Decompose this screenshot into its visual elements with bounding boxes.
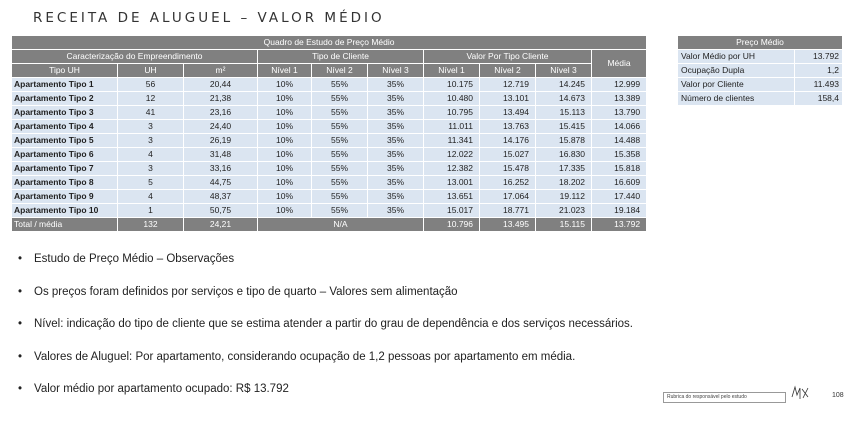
cell-n3: 35% (368, 78, 424, 92)
table-row (12, 92, 647, 106)
table-row (12, 190, 647, 204)
cell-n1: 10% (258, 204, 312, 218)
group-header-valor-tipo: Valor Por Tipo Cliente (424, 50, 592, 64)
table-row (12, 134, 647, 148)
cell-v2: 13.763 (480, 120, 536, 134)
cell-m2: 48,37 (184, 190, 258, 204)
cell-v1: 10.480 (424, 92, 480, 106)
table-row (12, 204, 647, 218)
cell-n1: 10% (258, 162, 312, 176)
cell-n3: 35% (368, 148, 424, 162)
bullet-text: Valores de Aluguel: Por apartamento, considerando ocupação de 1,2 pessoas por apartamento em média. (34, 350, 576, 363)
cell-n2: 55% (312, 176, 368, 190)
group-header-media: Média (592, 50, 647, 78)
cell-n1: 10% (258, 148, 312, 162)
cell-v3: 14.245 (536, 78, 592, 92)
cell-v1: 13.001 (424, 176, 480, 190)
cell-tipo: Apartamento Tipo 3 (12, 106, 118, 120)
cell-tipo: Apartamento Tipo 7 (12, 162, 118, 176)
cell-v3: 16.830 (536, 148, 592, 162)
table-row (12, 106, 647, 120)
cell-tipo: Apartamento Tipo 6 (12, 148, 118, 162)
observations-list (18, 253, 633, 416)
total-m2: 24,21 (184, 218, 258, 232)
cell-tipo: Apartamento Tipo 2 (12, 92, 118, 106)
cell-n3: 35% (368, 134, 424, 148)
cell-uh: 12 (118, 92, 184, 106)
bullet-icon: • (18, 253, 23, 265)
total-media: 13.792 (592, 218, 647, 232)
cell-uh: 4 (118, 148, 184, 162)
cell-n1: 10% (258, 176, 312, 190)
cell-uh: 3 (118, 120, 184, 134)
column-header: Nível 2 (480, 64, 536, 78)
bullet-item (18, 286, 633, 319)
cell-v1: 13.651 (424, 190, 480, 204)
cell-n3: 35% (368, 92, 424, 106)
cell-n2: 55% (312, 106, 368, 120)
cell-n3: 35% (368, 190, 424, 204)
cell-media: 14.066 (592, 120, 647, 134)
cell-n3: 35% (368, 204, 424, 218)
cell-v3: 18.202 (536, 176, 592, 190)
table-row (12, 120, 647, 134)
cell-m2: 44,75 (184, 176, 258, 190)
cell-v3: 17.335 (536, 162, 592, 176)
cell-media: 12.999 (592, 78, 647, 92)
total-v2: 13.495 (480, 218, 536, 232)
cell-v3: 15.113 (536, 106, 592, 120)
side-value: 158,4 (795, 92, 843, 106)
bullet-item (18, 253, 633, 286)
table-row (12, 148, 647, 162)
cell-m2: 23,16 (184, 106, 258, 120)
cell-v2: 13.101 (480, 92, 536, 106)
side-value: 1,2 (795, 64, 843, 78)
cell-uh: 3 (118, 162, 184, 176)
cell-n3: 35% (368, 162, 424, 176)
cell-n1: 10% (258, 190, 312, 204)
bullet-item (18, 383, 633, 416)
cell-v3: 21.023 (536, 204, 592, 218)
bullet-icon: • (18, 350, 23, 363)
cell-m2: 26,19 (184, 134, 258, 148)
table-row (12, 176, 647, 190)
page-number: 108 (832, 392, 844, 399)
cell-uh: 5 (118, 176, 184, 190)
cell-v1: 11.341 (424, 134, 480, 148)
bullet-text: Nível: indicação do tipo de cliente que se estima atender a partir do grau de dependência e dos serviços necessários. (34, 318, 633, 330)
cell-m2: 33,16 (184, 162, 258, 176)
cell-n1: 10% (258, 106, 312, 120)
cell-n2: 55% (312, 134, 368, 148)
cell-m2: 50,75 (184, 204, 258, 218)
cell-v1: 11.011 (424, 120, 480, 134)
cell-v2: 12.719 (480, 78, 536, 92)
cell-v1: 10.795 (424, 106, 480, 120)
bullet-icon: • (18, 318, 23, 330)
cell-n2: 55% (312, 78, 368, 92)
table-title: Quadro de Estudo de Preço Médio (12, 36, 647, 50)
cell-n1: 10% (258, 78, 312, 92)
total-na: N/A (258, 218, 424, 232)
cell-v3: 14.673 (536, 92, 592, 106)
bullet-text: Estudo de Preço Médio – Observações (34, 253, 235, 265)
cell-n2: 55% (312, 162, 368, 176)
cell-n3: 35% (368, 120, 424, 134)
price-study-table (11, 35, 647, 232)
cell-m2: 31,48 (184, 148, 258, 162)
cell-tipo: Apartamento Tipo 5 (12, 134, 118, 148)
bullet-text: Valor médio por apartamento ocupado: R$ 13.792 (34, 383, 289, 395)
table-row (12, 78, 647, 92)
cell-uh: 41 (118, 106, 184, 120)
cell-n2: 55% (312, 120, 368, 134)
cell-v2: 17.064 (480, 190, 536, 204)
cell-tipo: Apartamento Tipo 8 (12, 176, 118, 190)
bullet-icon: • (18, 383, 23, 395)
cell-n2: 55% (312, 92, 368, 106)
cell-m2: 20,44 (184, 78, 258, 92)
side-value: 13.792 (795, 50, 843, 64)
rubrica-box: Rubrica do responsável pelo estudo (663, 392, 786, 403)
column-header: UH (118, 64, 184, 78)
column-header: Nível 3 (536, 64, 592, 78)
cell-media: 14.488 (592, 134, 647, 148)
cell-v2: 14.176 (480, 134, 536, 148)
cell-media: 15.358 (592, 148, 647, 162)
cell-media: 16.609 (592, 176, 647, 190)
side-label: Valor Médio por UH (678, 50, 795, 64)
cell-media: 15.818 (592, 162, 647, 176)
signature-icon (790, 385, 812, 401)
side-table-title: Preço Médio (678, 36, 843, 50)
total-v1: 10.796 (424, 218, 480, 232)
cell-media: 19.184 (592, 204, 647, 218)
cell-n3: 35% (368, 106, 424, 120)
side-label: Ocupação Dupla (678, 64, 795, 78)
cell-n1: 10% (258, 134, 312, 148)
column-header: Nível 1 (258, 64, 312, 78)
side-label: Valor por Cliente (678, 78, 795, 92)
cell-m2: 21,38 (184, 92, 258, 106)
cell-tipo: Apartamento Tipo 4 (12, 120, 118, 134)
bullet-item (18, 351, 633, 384)
cell-n1: 10% (258, 120, 312, 134)
cell-v3: 19.112 (536, 190, 592, 204)
cell-media: 13.389 (592, 92, 647, 106)
cell-n2: 55% (312, 190, 368, 204)
cell-v2: 15.478 (480, 162, 536, 176)
cell-uh: 1 (118, 204, 184, 218)
cell-v1: 10.175 (424, 78, 480, 92)
cell-m2: 24,40 (184, 120, 258, 134)
table-total-row (12, 218, 647, 232)
cell-v2: 13.494 (480, 106, 536, 120)
group-header-caracterizacao: Caracterização do Empreendimento (12, 50, 258, 64)
cell-v1: 12.382 (424, 162, 480, 176)
cell-n2: 55% (312, 204, 368, 218)
cell-tipo: Apartamento Tipo 9 (12, 190, 118, 204)
table-row (12, 162, 647, 176)
column-header: Nível 2 (312, 64, 368, 78)
cell-uh: 4 (118, 190, 184, 204)
side-value: 11.493 (795, 78, 843, 92)
column-header: Nível 3 (368, 64, 424, 78)
bullet-text: Os preços foram definidos por serviços e tipo de quarto – Valores sem alimentação (34, 285, 458, 298)
bullet-item (18, 318, 633, 351)
cell-media: 13.790 (592, 106, 647, 120)
cell-v3: 15.878 (536, 134, 592, 148)
cell-v3: 15.415 (536, 120, 592, 134)
cell-v2: 18.771 (480, 204, 536, 218)
cell-v1: 12.022 (424, 148, 480, 162)
cell-tipo: Apartamento Tipo 10 (12, 204, 118, 218)
column-header: Nível 1 (424, 64, 480, 78)
cell-v1: 15.017 (424, 204, 480, 218)
preco-medio-table (677, 35, 843, 106)
total-v3: 15.115 (536, 218, 592, 232)
column-header: m² (184, 64, 258, 78)
page-title: RECEITA DE ALUGUEL – VALOR MÉDIO (33, 10, 385, 26)
total-uh: 132 (118, 218, 184, 232)
cell-uh: 3 (118, 134, 184, 148)
side-label: Número de clientes (678, 92, 795, 106)
total-label: Total / média (12, 218, 118, 232)
cell-n1: 10% (258, 92, 312, 106)
cell-n3: 35% (368, 176, 424, 190)
column-header: Tipo UH (12, 64, 118, 78)
cell-n2: 55% (312, 148, 368, 162)
group-header-tipo-cliente: Tipo de Cliente (258, 50, 424, 64)
cell-v2: 16.252 (480, 176, 536, 190)
cell-uh: 56 (118, 78, 184, 92)
bullet-icon: • (18, 285, 23, 298)
cell-media: 17.440 (592, 190, 647, 204)
cell-v2: 15.027 (480, 148, 536, 162)
cell-tipo: Apartamento Tipo 1 (12, 78, 118, 92)
